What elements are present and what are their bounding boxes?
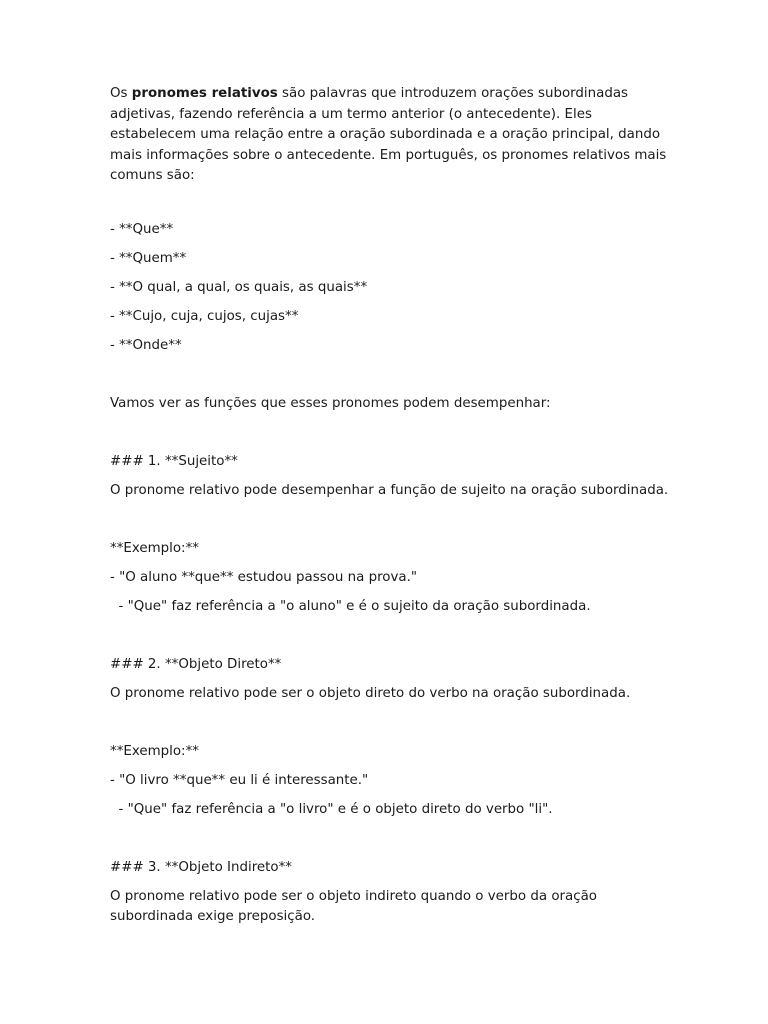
example-label: **Exemplo:** — [110, 743, 199, 759]
example-label: **Exemplo:** — [110, 540, 199, 556]
intro-paragraph — [110, 84, 670, 187]
list-item: - **Cujo, cuja, cujos, cujas** — [110, 308, 299, 324]
intro-bold-term: pronomes relativos — [131, 86, 278, 101]
section-description: O pronome relativo pode desempenhar a função de sujeito na oração subordinada. — [110, 482, 669, 498]
document-page — [110, 84, 670, 928]
section-heading: ### 1. **Sujeito** — [110, 453, 238, 469]
list-item: - **Quem** — [110, 250, 187, 266]
intro-prefix: Os — [110, 86, 132, 101]
example-note: - "Que" faz referência a "o aluno" e é o sujeito da oração subordinada. — [110, 598, 591, 614]
example-line: - "O livro **que** eu li é interessante." — [110, 772, 369, 788]
section-heading: ### 3. **Objeto Indireto** — [110, 859, 292, 875]
section-description: O pronome relativo pode ser o objeto indireto quando o verbo da oração subordinada exige preposição. — [110, 888, 597, 924]
functions-intro: Vamos ver as funções que esses pronomes podem desempenhar: — [110, 395, 551, 411]
list-item: - **Que** — [110, 221, 174, 237]
list-item: - **O qual, a qual, os quais, as quais** — [110, 279, 368, 295]
intro-rest: são palavras que introduzem orações subordinadas adjetivas, fazendo referência a um termo anterior (o antecedente). Eles estabelecem uma relação entre a oração subordinada e a oração principal, dando mais informações sobre o antecedente. Em português, os pronomes relativos mais comuns são: — [110, 86, 667, 183]
example-line: - "O aluno **que** estudou passou na prova." — [110, 569, 418, 585]
section-description: O pronome relativo pode ser o objeto direto do verbo na oração subordinada. — [110, 685, 631, 701]
section-heading: ### 2. **Objeto Direto** — [110, 656, 282, 672]
example-note: - "Que" faz referência a "o livro" e é o objeto direto do verbo "li". — [110, 801, 553, 817]
pronoun-list — [110, 220, 670, 356]
list-item: - **Onde** — [110, 337, 182, 353]
